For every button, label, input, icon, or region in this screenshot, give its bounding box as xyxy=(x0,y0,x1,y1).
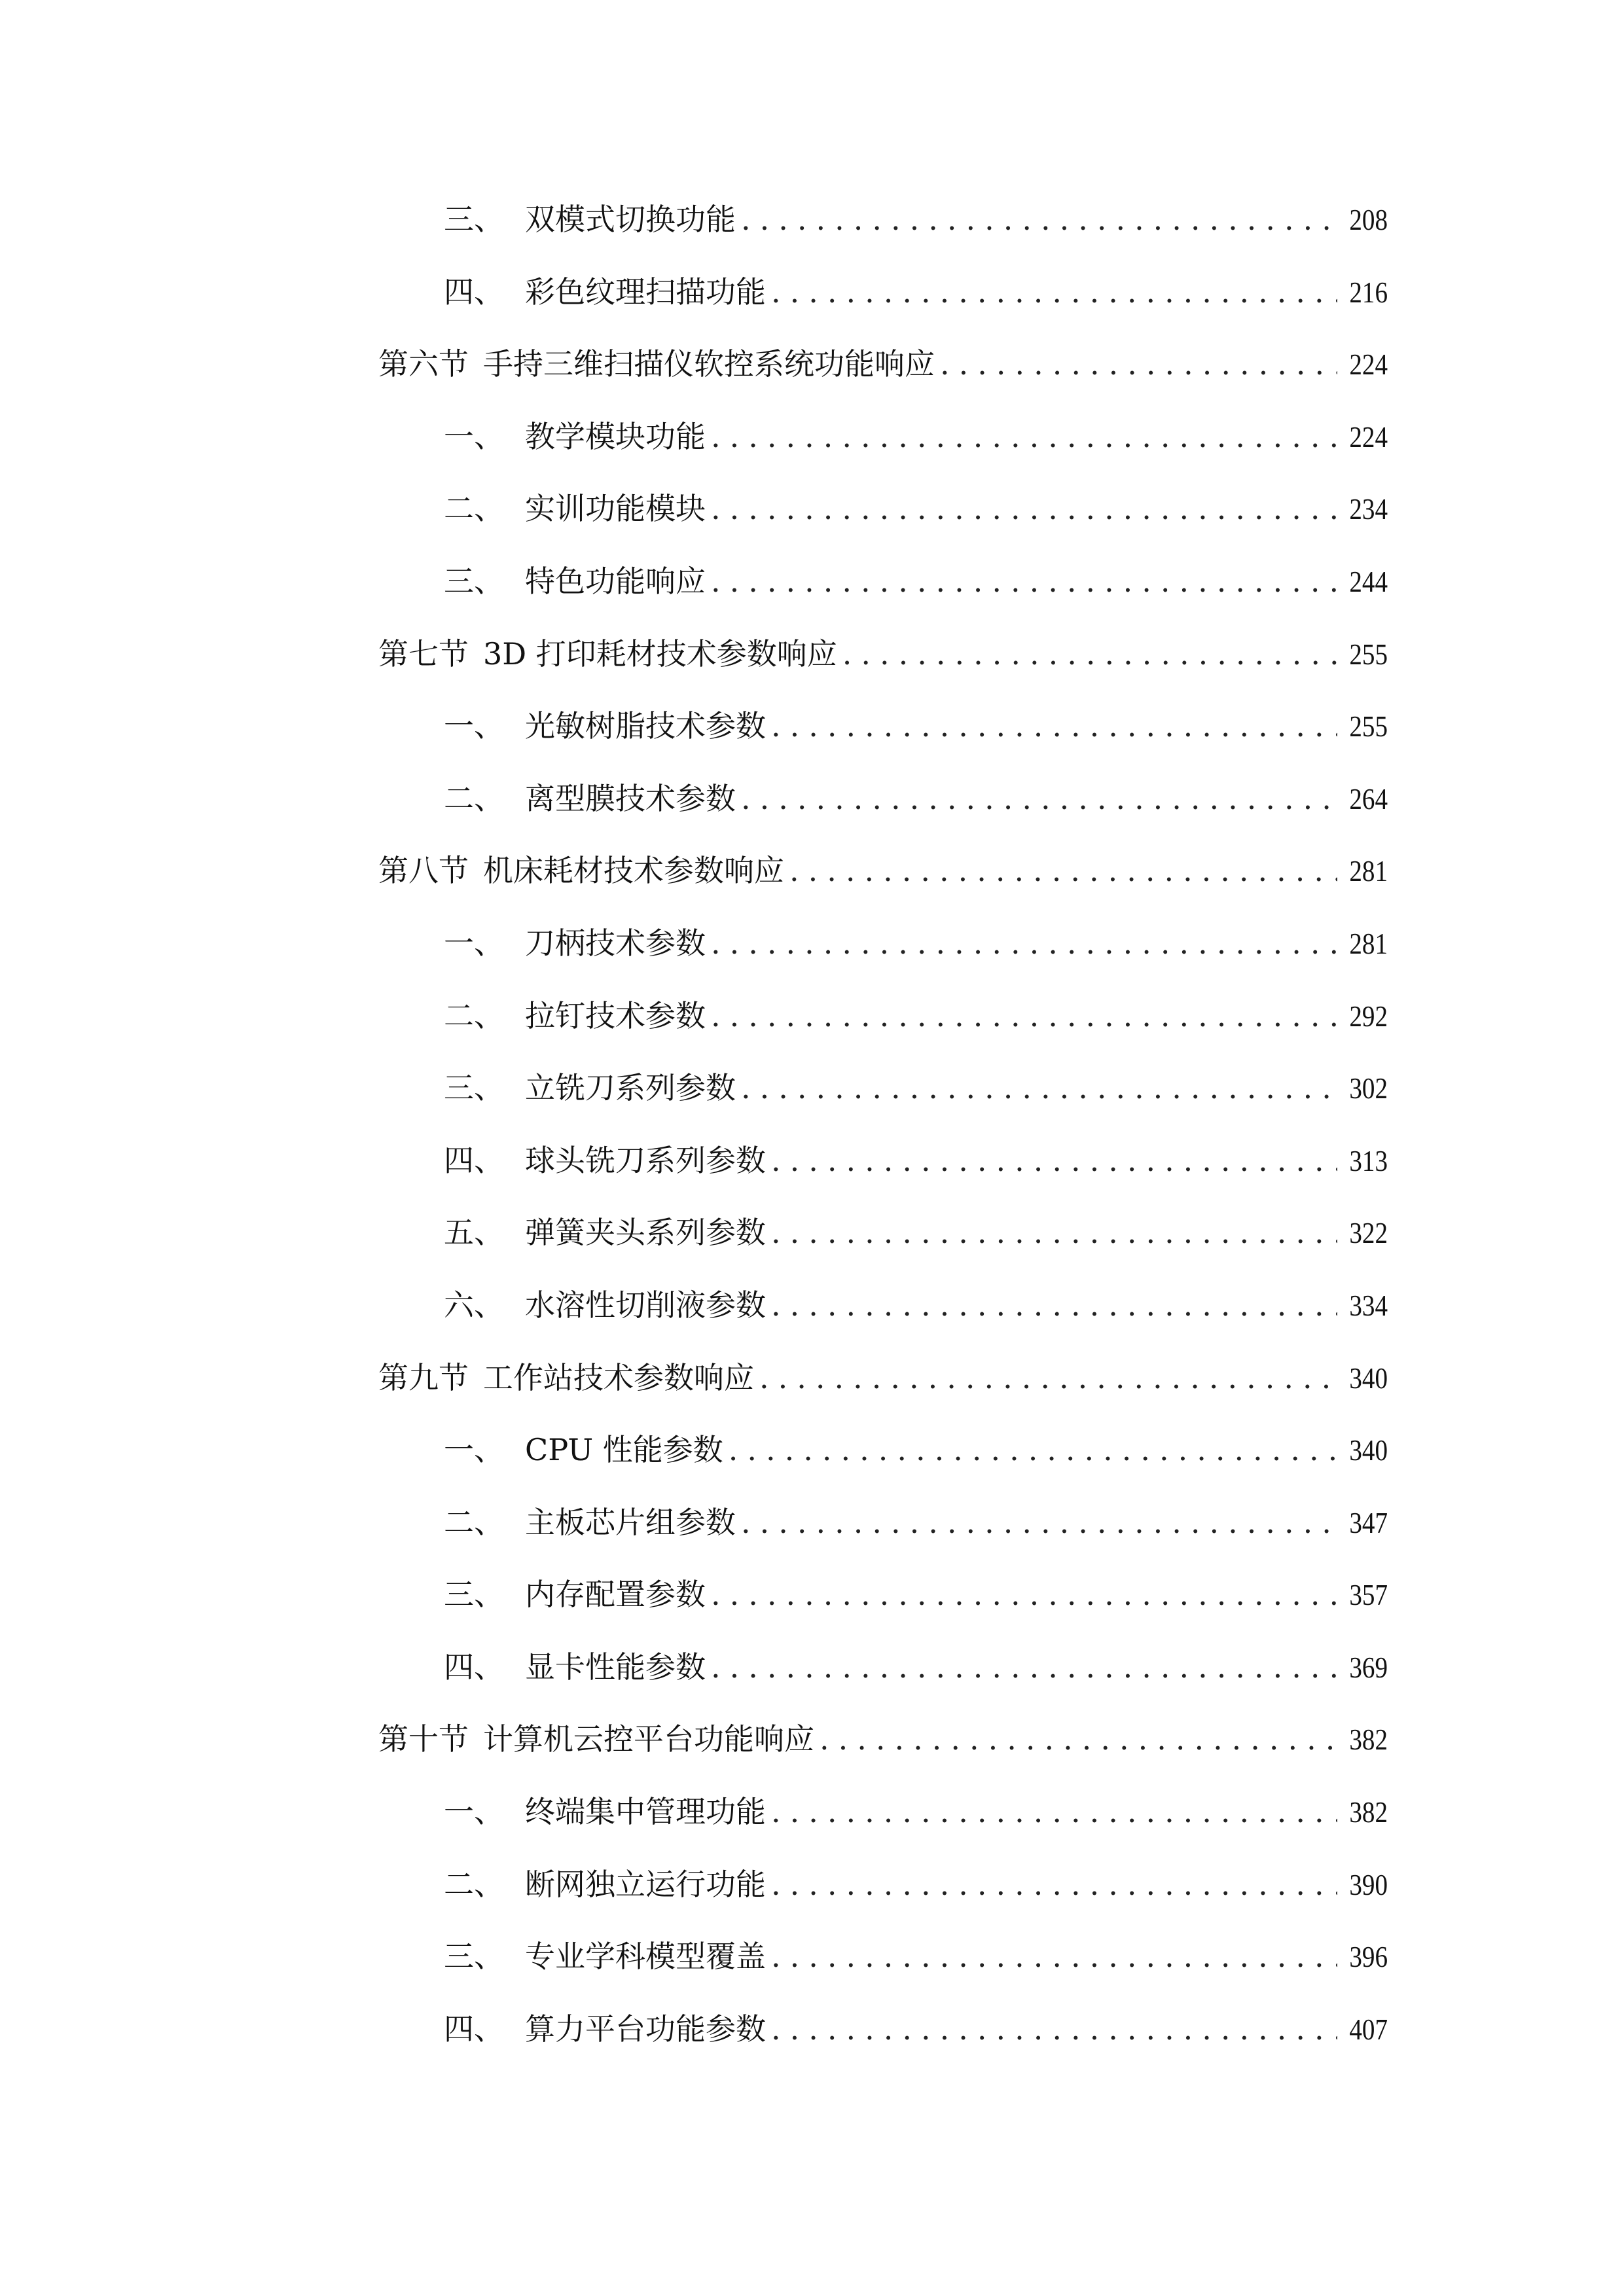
toc-section-entry[interactable] xyxy=(378,1703,1388,1776)
entry-title: 立铣刀系列参数 xyxy=(525,1070,736,1106)
entry-number: 四、 xyxy=(444,2011,504,2047)
dot-leader xyxy=(711,401,1337,473)
entry-title: 实训功能模块 xyxy=(525,491,706,527)
entry-page-number: 224 xyxy=(1349,348,1388,382)
toc-section-entry[interactable] xyxy=(378,618,1388,691)
entry-page-number: 244 xyxy=(1349,564,1388,598)
entry-number: 一、 xyxy=(444,1794,504,1830)
entry-number: 三、 xyxy=(444,1070,504,1106)
dot-leader xyxy=(771,1993,1337,2066)
entry-title: 教学模块功能 xyxy=(525,418,706,454)
toc-subsection-entry[interactable] xyxy=(378,1486,1388,1559)
dot-leader xyxy=(759,1342,1337,1414)
toc-subsection-entry[interactable] xyxy=(378,1558,1388,1631)
entry-page-number: 369 xyxy=(1349,1650,1388,1684)
dot-leader xyxy=(711,1631,1337,1704)
entry-title: 手持三维扫描仪软控系统功能响应 xyxy=(483,346,935,382)
entry-page-number: 208 xyxy=(1349,203,1388,236)
entry-title: 球头铣刀系列参数 xyxy=(525,1142,766,1178)
entry-title: 工作站技术参数响应 xyxy=(483,1359,754,1395)
dot-leader xyxy=(771,1776,1337,1848)
dot-leader xyxy=(741,183,1337,256)
entry-title: CPU 性能参数 xyxy=(525,1432,723,1468)
entry-number: 二、 xyxy=(444,780,504,816)
dot-leader xyxy=(711,980,1337,1052)
toc-subsection-entry[interactable] xyxy=(378,256,1388,329)
entry-title: 刀柄技术参数 xyxy=(525,925,706,961)
entry-number: 一、 xyxy=(444,1432,504,1468)
toc-subsection-entry[interactable] xyxy=(378,1848,1388,1921)
toc-subsection-entry[interactable] xyxy=(378,1124,1388,1197)
entry-number: 三、 xyxy=(444,1939,504,1975)
entry-page-number: 382 xyxy=(1349,1723,1388,1757)
entry-page-number: 281 xyxy=(1349,926,1388,960)
toc-section-entry[interactable] xyxy=(378,328,1388,401)
dot-leader xyxy=(741,1486,1337,1559)
entry-number: 第七节 xyxy=(378,636,469,672)
entry-title: 彩色纹理扫描功能 xyxy=(525,274,766,310)
entry-number: 六、 xyxy=(444,1287,504,1323)
entry-number: 一、 xyxy=(444,925,504,961)
entry-title: 离型膜技术参数 xyxy=(525,780,736,816)
entry-page-number: 334 xyxy=(1349,1288,1388,1322)
entry-title: 特色功能响应 xyxy=(525,563,706,599)
entry-title: 机床耗材技术参数响应 xyxy=(483,853,784,889)
dot-leader xyxy=(771,690,1337,762)
entry-page-number: 390 xyxy=(1349,1867,1388,1901)
entry-number: 一、 xyxy=(444,708,504,744)
entry-page-number: 313 xyxy=(1349,1143,1388,1177)
entry-title: 主板芯片组参数 xyxy=(525,1504,736,1540)
entry-title: 3D 打印耗材技术参数响应 xyxy=(483,636,837,672)
entry-number: 三、 xyxy=(444,1577,504,1613)
dot-leader xyxy=(741,762,1337,835)
toc-subsection-entry[interactable] xyxy=(378,183,1388,256)
entry-page-number: 340 xyxy=(1349,1361,1388,1395)
entry-number: 二、 xyxy=(444,997,504,1033)
dot-leader xyxy=(741,1052,1337,1124)
dot-leader xyxy=(771,1196,1337,1269)
toc-subsection-entry[interactable] xyxy=(378,1269,1388,1342)
entry-title: 双模式切换功能 xyxy=(525,202,736,237)
entry-number: 四、 xyxy=(444,1142,504,1178)
dot-leader xyxy=(771,1848,1337,1921)
entry-title: 拉钉技术参数 xyxy=(525,997,706,1033)
toc-subsection-entry[interactable] xyxy=(378,980,1388,1052)
toc-subsection-entry[interactable] xyxy=(378,1920,1388,1993)
entry-page-number: 357 xyxy=(1349,1578,1388,1612)
entry-page-number: 382 xyxy=(1349,1795,1388,1829)
entry-page-number: 281 xyxy=(1349,854,1388,888)
dot-leader xyxy=(771,1920,1337,1993)
toc-subsection-entry[interactable] xyxy=(378,1776,1388,1848)
entry-page-number: 216 xyxy=(1349,275,1388,309)
entry-number: 三、 xyxy=(444,563,504,599)
entry-number: 第十节 xyxy=(378,1721,469,1757)
entry-page-number: 302 xyxy=(1349,1071,1388,1105)
entry-page-number: 224 xyxy=(1349,420,1388,454)
dot-leader xyxy=(711,473,1337,545)
entry-page-number: 264 xyxy=(1349,781,1388,816)
toc-subsection-entry[interactable] xyxy=(378,545,1388,618)
entry-page-number: 292 xyxy=(1349,999,1388,1033)
dot-leader xyxy=(711,907,1337,980)
entry-number: 四、 xyxy=(444,1649,504,1685)
entry-page-number: 322 xyxy=(1349,1216,1388,1250)
dot-leader xyxy=(771,1269,1337,1342)
toc-subsection-entry[interactable] xyxy=(378,1414,1388,1486)
entry-number: 四、 xyxy=(444,274,504,310)
dot-leader xyxy=(711,545,1337,618)
dot-leader xyxy=(789,834,1337,907)
dot-leader xyxy=(820,1703,1337,1776)
entry-title: 内存配置参数 xyxy=(525,1577,706,1613)
toc-subsection-entry[interactable] xyxy=(378,690,1388,762)
entry-page-number: 396 xyxy=(1349,1940,1388,1974)
entry-title: 显卡性能参数 xyxy=(525,1649,706,1685)
toc-section-entry[interactable] xyxy=(378,1342,1388,1414)
entry-number: 三、 xyxy=(444,202,504,237)
entry-title: 断网独立运行功能 xyxy=(525,1866,766,1902)
entry-title: 弹簧夹头系列参数 xyxy=(525,1215,766,1251)
toc-subsection-entry[interactable] xyxy=(378,1631,1388,1704)
toc-section-entry[interactable] xyxy=(378,834,1388,907)
toc-subsection-entry[interactable] xyxy=(378,907,1388,980)
toc-subsection-entry[interactable] xyxy=(378,762,1388,835)
entry-number: 二、 xyxy=(444,491,504,527)
entry-number: 第八节 xyxy=(378,853,469,889)
entry-number: 一、 xyxy=(444,418,504,454)
entry-number: 第九节 xyxy=(378,1359,469,1395)
entry-number: 二、 xyxy=(444,1504,504,1540)
entry-title: 专业学科模型覆盖 xyxy=(525,1939,766,1975)
entry-page-number: 255 xyxy=(1349,709,1388,744)
toc-subsection-entry[interactable] xyxy=(378,1052,1388,1124)
toc-subsection-entry[interactable] xyxy=(378,1196,1388,1269)
entry-title: 算力平台功能参数 xyxy=(525,2011,766,2047)
entry-page-number: 255 xyxy=(1349,637,1388,671)
dot-leader xyxy=(729,1414,1337,1486)
toc-subsection-entry[interactable] xyxy=(378,401,1388,473)
entry-page-number: 347 xyxy=(1349,1505,1388,1539)
dot-leader xyxy=(842,618,1337,691)
toc-subsection-entry[interactable] xyxy=(378,1993,1388,2066)
dot-leader xyxy=(771,256,1337,329)
entry-title: 光敏树脂技术参数 xyxy=(525,708,766,744)
entry-page-number: 234 xyxy=(1349,492,1388,526)
table-of-contents xyxy=(378,183,1388,2065)
entry-number: 第六节 xyxy=(378,346,469,382)
dot-leader xyxy=(771,1124,1337,1197)
entry-number: 五、 xyxy=(444,1215,504,1251)
entry-title: 水溶性切削液参数 xyxy=(525,1287,766,1323)
dot-leader xyxy=(940,328,1337,401)
entry-number: 二、 xyxy=(444,1866,504,1902)
entry-page-number: 407 xyxy=(1349,2012,1388,2046)
entry-title: 终端集中管理功能 xyxy=(525,1794,766,1830)
toc-subsection-entry[interactable] xyxy=(378,473,1388,545)
entry-title: 计算机云控平台功能响应 xyxy=(483,1721,814,1757)
entry-page-number: 340 xyxy=(1349,1433,1388,1467)
dot-leader xyxy=(711,1558,1337,1631)
